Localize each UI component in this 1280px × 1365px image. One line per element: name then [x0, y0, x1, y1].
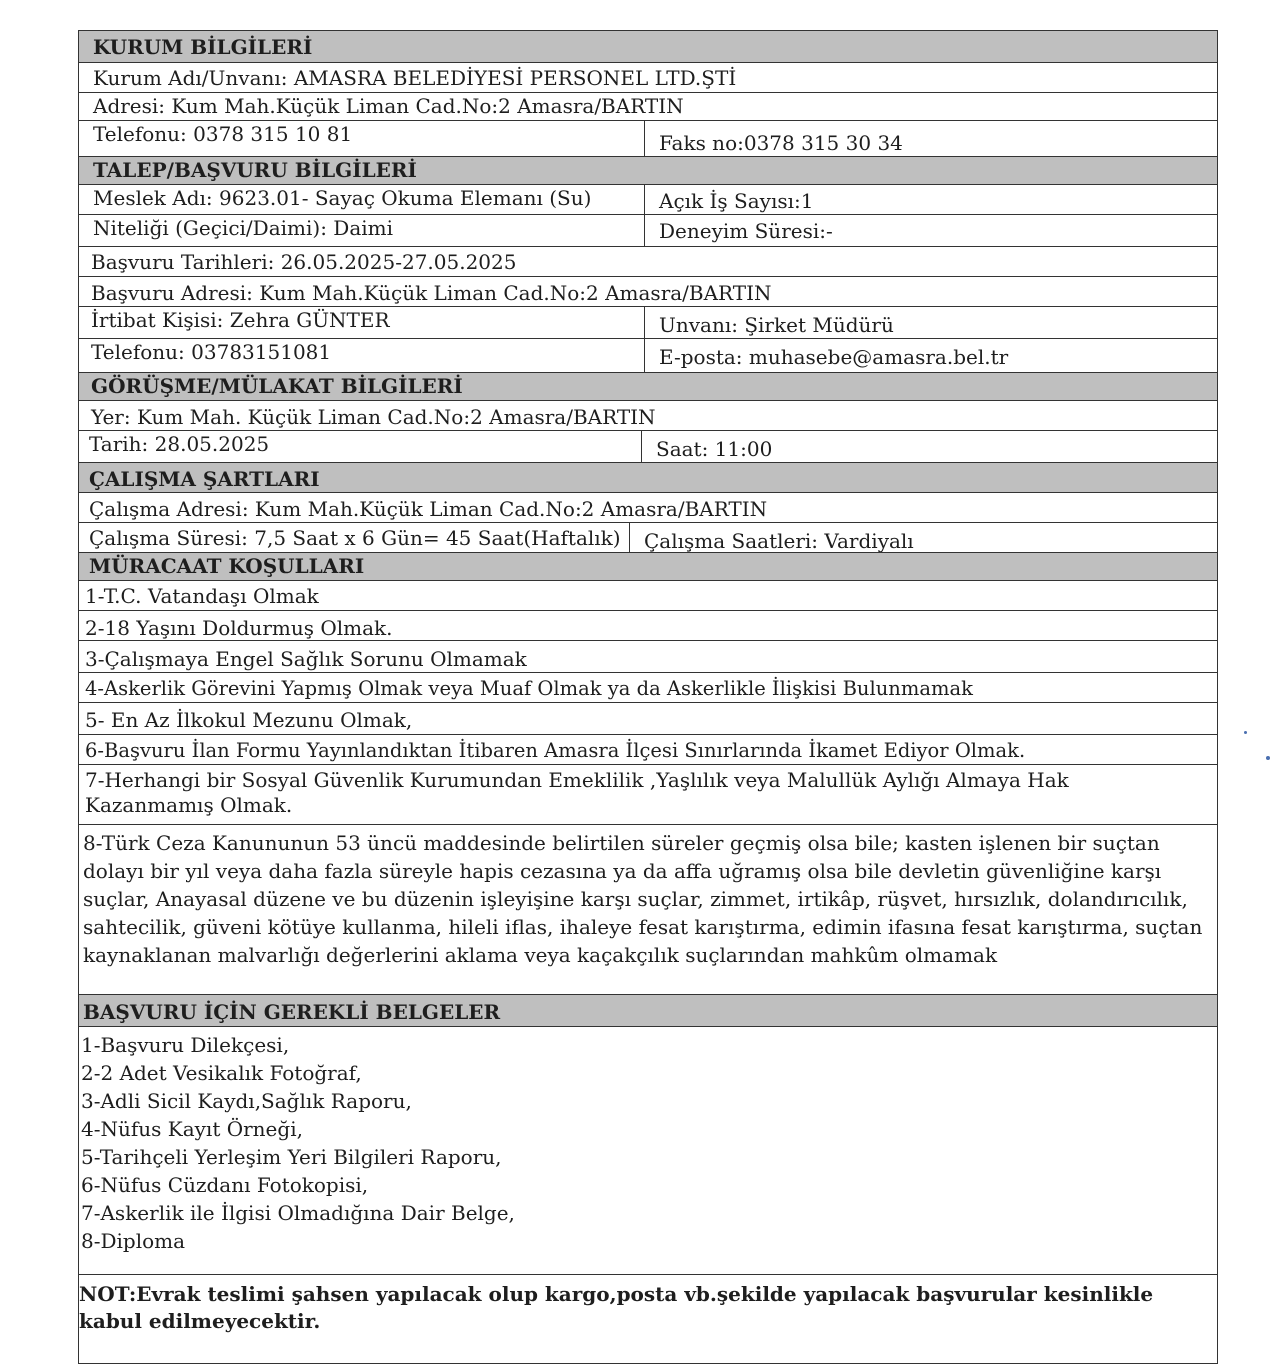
calisma-saatleri: Çalışma Saatleri: Vardiyalı: [629, 523, 1217, 552]
kurum-faks: Faks no:0378 315 30 34: [644, 121, 1217, 156]
eposta: E-posta: muhasebe@amasra.bel.tr: [644, 339, 1217, 372]
scan-speck: [1244, 731, 1247, 734]
document-item: 2-2 Adet Vesikalık Fotoğraf,: [81, 1061, 362, 1085]
acik-is-sayisi: Açık İş Sayısı:1: [644, 185, 1217, 214]
condition-item: [79, 641, 1217, 673]
application-form: [78, 30, 1218, 1364]
condition-item: [79, 735, 1217, 765]
condition-text: 3-Çalışmaya Engel Sağlık Sorunu Olmamak: [85, 647, 527, 671]
deneyim-suresi: Deneyim Süresi:-: [644, 215, 1217, 246]
document-item: 4-Nüfus Kayıt Örneği,: [81, 1117, 303, 1141]
meslek-adi: Meslek Adı: 9623.01- Sayaç Okuma Elemanı (Su): [93, 186, 592, 210]
condition-item: [79, 673, 1217, 703]
section-header-muracaat: [79, 553, 1217, 581]
calisma-suresi: Çalışma Süresi: 7,5 Saat x 6 Gün= 45 Saat(Haftalık): [89, 526, 621, 550]
calisma-adresi: Çalışma Adresi: Kum Mah.Küçük Liman Cad.No:2 Amasra/BARTIN: [89, 497, 768, 521]
section-title-muracaat: MÜRACAAT KOŞULLARI: [89, 554, 365, 578]
section-title-talep: TALEP/BAŞVURU BİLGİLERİ: [93, 158, 417, 182]
section-header-gorusme: [79, 373, 1217, 401]
section-header-belgeler: [79, 995, 1217, 1027]
gorusme-tarih: Tarih: 28.05.2025: [89, 432, 270, 456]
document-item: 6-Nüfus Cüzdanı Fotokopisi,: [81, 1173, 369, 1197]
irtibat-kisisi: İrtibat Kişisi: Zehra GÜNTER: [91, 308, 390, 332]
row-gorusme-zaman: [79, 431, 1217, 463]
condition-text: 7-Herhangi bir Sosyal Güvenlik Kurumundan Emeklilik ,Yaşlılık veya Malullük Aylığı Almaya Hak Kazanmamış Olmak.: [85, 768, 1069, 817]
row-gorusme-yer: [79, 401, 1217, 431]
note-text: NOT:Evrak teslimi şahsen yapılacak olup kargo,posta vb.şekilde yapılacak başvurular kesinlikle kabul edilmeyecektir.: [79, 1282, 1154, 1333]
documents-list: [79, 1027, 1217, 1275]
condition-item: [79, 765, 1217, 825]
row-irtibat: [79, 307, 1217, 339]
condition-text: 5- En Az İlkokul Mezunu Olmak,: [85, 708, 413, 732]
section-header-talep: [79, 157, 1217, 185]
gorusme-yer: Yer: Kum Mah. Küçük Liman Cad.No:2 Amasra/BARTIN: [91, 405, 656, 429]
row-kurum-telefon: [79, 121, 1217, 157]
kurum-adi: Kurum Adı/Unvanı: AMASRA BELEDİYESİ PERSONEL LTD.ŞTİ: [93, 66, 737, 90]
section-title-kurum: KURUM BİLGİLERİ: [93, 35, 313, 59]
condition-item: [79, 825, 1217, 995]
section-header-calisma: [79, 463, 1217, 493]
condition-text: 6-Başvuru İlan Formu Yayınlandıktan İtibaren Amasra İlçesi Sınırlarında İkamet Ediyor Olmak.: [85, 739, 1026, 762]
nitelik: Niteliği (Geçici/Daimi): Daimi: [93, 216, 393, 240]
kurum-adres: Adresi: Kum Mah.Küçük Liman Cad.No:2 Amasra/BARTIN: [93, 94, 684, 118]
document-item: 3-Adli Sicil Kaydı,Sağlık Raporu,: [81, 1089, 412, 1113]
irtibat-telefon: Telefonu: 03783151081: [91, 340, 332, 364]
condition-item: [79, 581, 1217, 611]
row-basvuru-adresi: [79, 277, 1217, 307]
basvuru-adresi: Başvuru Adresi: Kum Mah.Küçük Liman Cad.No:2 Amasra/BARTIN: [91, 281, 772, 305]
document-item: 7-Askerlik ile İlgisi Olmadığına Dair Belge,: [81, 1201, 515, 1225]
document-item: 5-Tarihçeli Yerleşim Yeri Bilgileri Raporu,: [81, 1145, 502, 1169]
row-basvuru-tarihleri: [79, 247, 1217, 277]
row-meslek: [79, 185, 1217, 215]
condition-text: 2-18 Yaşını Doldurmuş Olmak.: [85, 616, 393, 640]
document-item: 1-Başvuru Dilekçesi,: [81, 1033, 290, 1057]
document-item: 8-Diploma: [81, 1229, 186, 1253]
section-title-belgeler: BAŞVURU İÇİN GEREKLİ BELGELER: [83, 1000, 501, 1024]
row-iletisim: [79, 339, 1217, 373]
condition-text: 1-T.C. Vatandaşı Olmak: [85, 584, 319, 608]
section-title-calisma: ÇALIŞMA ŞARTLARI: [89, 467, 320, 491]
condition-text: 4-Askerlik Görevini Yapmış Olmak veya Muaf Olmak ya da Askerlikle İlişkisi Bulunmamak: [85, 677, 973, 700]
row-kurum-adres: [79, 93, 1217, 121]
condition-item: [79, 611, 1217, 641]
section-title-gorusme: GÖRÜŞME/MÜLAKAT BİLGİLERİ: [91, 374, 463, 398]
kurum-telefon: Telefonu: 0378 315 10 81: [93, 122, 353, 146]
condition-item: [79, 703, 1217, 735]
row-kurum-adi: [79, 63, 1217, 93]
condition-text: 8-Türk Ceza Kanununun 53 üncü maddesinde belirtilen süreler geçmiş olsa bile; kasten işlenen bir suçtan dolayı bir yıl veya daha fazla süreyle hapis cezasına ya da affa uğramış olsa bile devletin güvenliğine karşı suçlar, Anayasal düzene ve bu düzenin işleyişine karşı suçlar, zimmet, irtikâp, rüşvet, hırsızlık, dolandırıcılık, sahtecilik, güveni kötüye kullanma, hileli iflas, ihaleye fesat karıştırma, edimin ifasına fesat karıştırma, suçtan kaynaklanan malvarlığı değerlerini aklama veya kaçakçılık suçlarından mahkûm olmamak: [83, 831, 1203, 967]
scan-speck: [1266, 756, 1270, 760]
row-nitelik: [79, 215, 1217, 247]
section-header-kurum: [79, 31, 1217, 63]
gorusme-saat: Saat: 11:00: [641, 431, 1217, 462]
unvan: Unvanı: Şirket Müdürü: [644, 307, 1217, 338]
row-calisma-adresi: [79, 493, 1217, 523]
basvuru-tarihleri: Başvuru Tarihleri: 26.05.2025-27.05.2025: [91, 250, 517, 274]
row-calisma-suresi: [79, 523, 1217, 553]
